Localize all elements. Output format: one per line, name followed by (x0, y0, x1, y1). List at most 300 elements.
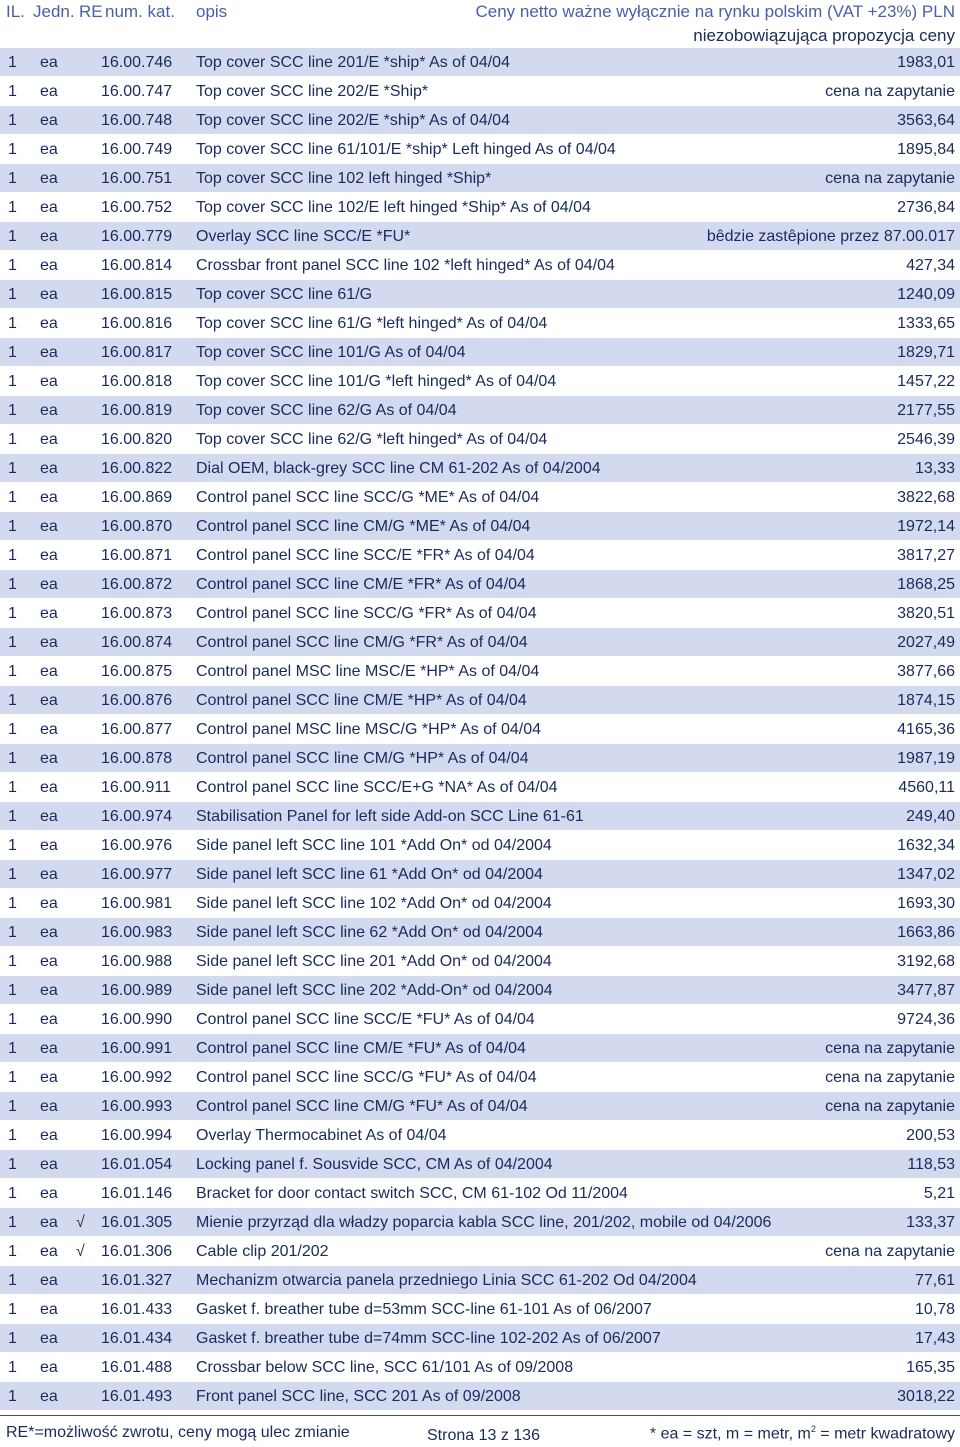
row-description: Gasket f. breather tube d=74mm SCC-line 102-202 As of 06/2007 (196, 1330, 661, 1347)
row-quantity: 1 (8, 170, 17, 187)
row-quantity: 1 (8, 199, 17, 216)
row-unit: ea (40, 808, 58, 825)
table-row (0, 338, 960, 367)
row-description: Mienie przyrząd dla władzy poparcia kabla SCC line, 201/202, mobile od 04/2006 (196, 1214, 772, 1231)
row-quantity: 1 (8, 663, 17, 680)
table-row (0, 193, 960, 222)
row-catalog-number: 16.00.990 (101, 1011, 173, 1028)
row-description: Top cover SCC line 201/E *ship* As of 04/04 (196, 54, 510, 71)
row-price: cena na zapytanie (825, 170, 955, 187)
row-quantity: 1 (8, 1011, 17, 1028)
row-catalog-number: 16.00.872 (101, 576, 173, 593)
row-description: Control panel SCC line SCC/G *FR* As of 04/04 (196, 605, 537, 622)
row-catalog-number: 16.01.327 (101, 1272, 173, 1289)
price-table (0, 48, 960, 1411)
table-row (0, 657, 960, 686)
row-description: Top cover SCC line 62/G As of 04/04 (196, 402, 457, 419)
row-description: Bracket for door contact switch SCC, CM 61-102 Od 11/2004 (196, 1185, 628, 1202)
header-re: RE (79, 2, 103, 21)
row-description: Top cover SCC line 101/G *left hinged* As of 04/04 (196, 373, 557, 390)
row-price: 165,35 (906, 1359, 955, 1376)
row-unit: ea (40, 83, 58, 100)
row-description: Side panel left SCC line 101 *Add On* od 04/2004 (196, 837, 552, 854)
table-row (0, 1179, 960, 1208)
row-quantity: 1 (8, 924, 17, 941)
row-price: 3822,68 (897, 489, 955, 506)
table-row (0, 77, 960, 106)
row-catalog-number: 16.01.488 (101, 1359, 173, 1376)
row-quantity: 1 (8, 257, 17, 274)
row-description: Control panel SCC line SCC/G *FU* As of 04/04 (196, 1069, 537, 1086)
row-unit: ea (40, 1011, 58, 1028)
row-description: Crossbar front panel SCC line 102 *left hinged* As of 04/04 (196, 257, 615, 274)
row-description: Side panel left SCC line 61 *Add On* od 04/2004 (196, 866, 543, 883)
row-quantity: 1 (8, 460, 17, 477)
page-number: Strona 13 z 136 (427, 1427, 540, 1444)
row-catalog-number: 16.00.814 (101, 257, 173, 274)
table-row (0, 1092, 960, 1121)
row-quantity: 1 (8, 141, 17, 158)
units-legend-superscript: 2 (810, 1424, 816, 1434)
header-description: opis (196, 2, 228, 21)
row-quantity: 1 (8, 315, 17, 332)
row-price: cena na zapytanie (825, 1069, 955, 1086)
row-quantity: 1 (8, 54, 17, 71)
row-description: Overlay SCC line SCC/E *FU* (196, 228, 411, 245)
row-price: 2027,49 (897, 634, 955, 651)
row-quantity: 1 (8, 1214, 17, 1231)
row-description: Side panel left SCC line 102 *Add On* od 04/2004 (196, 895, 552, 912)
row-description: Side panel left SCC line 202 *Add-On* od 04/2004 (196, 982, 553, 999)
table-row (0, 715, 960, 744)
footer-legend: RE*=możliwość zwrotu, ceny mogą ulec zmianie (6, 1424, 350, 1441)
row-description: Gasket f. breather tube d=53mm SCC-line 61-101 As of 06/2007 (196, 1301, 652, 1318)
row-quantity: 1 (8, 750, 17, 767)
row-unit: ea (40, 1185, 58, 1202)
row-unit: ea (40, 1127, 58, 1144)
row-quantity: 1 (8, 837, 17, 854)
row-catalog-number: 16.01.493 (101, 1388, 173, 1405)
row-unit: ea (40, 199, 58, 216)
table-row (0, 1034, 960, 1063)
row-catalog-number: 16.00.751 (101, 170, 173, 187)
footer-units-legend (650, 1424, 955, 1443)
row-quantity: 1 (8, 779, 17, 796)
row-catalog-number: 16.00.976 (101, 837, 173, 854)
row-description: Top cover SCC line 202/E *ship* As of 04/04 (196, 112, 510, 129)
table-row (0, 1295, 960, 1324)
row-unit: ea (40, 721, 58, 738)
table-row (0, 454, 960, 483)
row-price: 1987,19 (897, 750, 955, 767)
table-row (0, 396, 960, 425)
row-unit: ea (40, 1156, 58, 1173)
row-description: Top cover SCC line 61/G (196, 286, 373, 303)
row-price: 77,61 (914, 1272, 955, 1289)
table-row (0, 222, 960, 251)
row-unit: ea (40, 924, 58, 941)
row-description: Top cover SCC line 61/101/E *ship* Left hinged As of 04/04 (196, 141, 616, 158)
row-description: Top cover SCC line 102/E left hinged *Ship* As of 04/04 (196, 199, 591, 216)
row-price: 427,34 (906, 257, 955, 274)
row-catalog-number: 16.00.817 (101, 344, 173, 361)
row-unit: ea (40, 1069, 58, 1086)
row-description: Top cover SCC line 62/G *left hinged* As of 04/04 (196, 431, 548, 448)
row-price: 1663,86 (897, 924, 955, 941)
row-description: Overlay Thermocabinet As of 04/04 (196, 1127, 447, 1144)
row-quantity: 1 (8, 112, 17, 129)
table-row (0, 947, 960, 976)
row-unit: ea (40, 1330, 58, 1347)
row-price: 1829,71 (897, 344, 955, 361)
row-price: 3820,51 (897, 605, 955, 622)
row-description: Control panel SCC line CM/E *FU* As of 04/04 (196, 1040, 526, 1057)
table-row (0, 889, 960, 918)
row-price: bêdzie zastêpione przez 87.00.017 (706, 228, 955, 245)
header-price-subnote: niezobowiązująca propozycja ceny (693, 26, 955, 45)
table-row (0, 425, 960, 454)
row-catalog-number: 16.00.822 (101, 460, 173, 477)
row-catalog-number: 16.01.434 (101, 1330, 173, 1347)
table-row (0, 1063, 960, 1092)
row-description: Front panel SCC line, SCC 201 As of 09/2008 (196, 1388, 521, 1405)
row-unit: ea (40, 547, 58, 564)
table-row (0, 1237, 960, 1266)
row-catalog-number: 16.00.977 (101, 866, 173, 883)
row-price: 118,53 (907, 1156, 955, 1173)
row-price: 200,53 (906, 1127, 955, 1144)
row-quantity: 1 (8, 721, 17, 738)
row-quantity: 1 (8, 1272, 17, 1289)
row-unit: ea (40, 344, 58, 361)
row-price: 4165,36 (897, 721, 955, 738)
units-legend-text-end: = metr kwadratowy (815, 1425, 955, 1443)
row-quantity: 1 (8, 83, 17, 100)
table-row (0, 1121, 960, 1150)
table-row (0, 1005, 960, 1034)
row-price: 1333,65 (897, 315, 955, 332)
row-quantity: 1 (8, 982, 17, 999)
table-row (0, 164, 960, 193)
row-price: 1874,15 (897, 692, 955, 709)
row-price: cena na zapytanie (825, 1243, 955, 1260)
row-unit: ea (40, 1359, 58, 1376)
row-unit: ea (40, 750, 58, 767)
table-row (0, 251, 960, 280)
row-unit: ea (40, 373, 58, 390)
table-row (0, 512, 960, 541)
row-catalog-number: 16.00.819 (101, 402, 173, 419)
row-unit: ea (40, 1098, 58, 1115)
row-unit: ea (40, 489, 58, 506)
row-description: Dial OEM, black-grey SCC line CM 61-202 As of 04/2004 (196, 460, 601, 477)
table-row (0, 918, 960, 947)
row-quantity: 1 (8, 431, 17, 448)
row-price: 2177,55 (897, 402, 955, 419)
row-catalog-number: 16.00.748 (101, 112, 173, 129)
row-price: 3817,27 (897, 547, 955, 564)
row-unit: ea (40, 315, 58, 332)
row-description: Control panel SCC line CM/G *HP* As of 04/04 (196, 750, 529, 767)
row-catalog-number: 16.00.816 (101, 315, 173, 332)
row-description: Top cover SCC line 102 left hinged *Ship* (196, 170, 492, 187)
table-row (0, 1208, 960, 1237)
row-quantity: 1 (8, 1359, 17, 1376)
row-catalog-number: 16.00.871 (101, 547, 173, 564)
row-price: 2736,84 (897, 199, 955, 216)
row-unit: ea (40, 895, 58, 912)
row-description: Mechanizm otwarcia panela przedniego Linia SCC 61-202 Od 04/2004 (196, 1272, 697, 1289)
table-row (0, 280, 960, 309)
row-catalog-number: 16.00.989 (101, 982, 173, 999)
row-quantity: 1 (8, 402, 17, 419)
header-price-note: Ceny netto ważne wyłącznie na rynku polskim (VAT +23%) PLN (475, 2, 955, 21)
row-unit: ea (40, 170, 58, 187)
row-catalog-number: 16.00.991 (101, 1040, 173, 1057)
row-price: 5,21 (923, 1185, 955, 1202)
row-returnable-mark: √ (76, 1243, 85, 1260)
row-price: 133,37 (906, 1214, 955, 1231)
row-catalog-number: 16.01.305 (101, 1214, 173, 1231)
row-quantity: 1 (8, 518, 17, 535)
row-description: Control panel SCC line CM/E *FR* As of 04/04 (196, 576, 526, 593)
row-catalog-number: 16.01.054 (101, 1156, 173, 1173)
row-description: Crossbar below SCC line, SCC 61/101 As of 09/2008 (196, 1359, 574, 1376)
row-quantity: 1 (8, 1069, 17, 1086)
row-unit: ea (40, 54, 58, 71)
row-quantity: 1 (8, 1040, 17, 1057)
table-row (0, 744, 960, 773)
row-description: Control panel SCC line SCC/E *FR* As of 04/04 (196, 547, 535, 564)
row-description: Side panel left SCC line 62 *Add On* od 04/2004 (196, 924, 543, 941)
table-row (0, 1150, 960, 1179)
row-quantity: 1 (8, 1388, 17, 1405)
row-quantity: 1 (8, 953, 17, 970)
row-catalog-number: 16.00.870 (101, 518, 173, 535)
row-description: Control panel MSC line MSC/E *HP* As of 04/04 (196, 663, 540, 680)
row-quantity: 1 (8, 344, 17, 361)
table-row (0, 1324, 960, 1353)
table-row (0, 1382, 960, 1411)
table-row (0, 570, 960, 599)
row-quantity: 1 (8, 576, 17, 593)
row-price: 1895,84 (897, 141, 955, 158)
row-catalog-number: 16.01.306 (101, 1243, 173, 1260)
header-il: IL. (6, 2, 25, 21)
table-header (0, 0, 960, 48)
row-unit: ea (40, 605, 58, 622)
row-unit: ea (40, 692, 58, 709)
table-row (0, 860, 960, 889)
table-row (0, 831, 960, 860)
table-row (0, 599, 960, 628)
row-catalog-number: 16.00.974 (101, 808, 173, 825)
row-price: 13,33 (914, 460, 955, 477)
row-catalog-number: 16.00.779 (101, 228, 173, 245)
header-catalog-number: num. kat. (105, 2, 175, 21)
row-unit: ea (40, 837, 58, 854)
table-row (0, 773, 960, 802)
row-catalog-number: 16.00.878 (101, 750, 173, 767)
table-row (0, 1266, 960, 1295)
row-description: Cable clip 201/202 (196, 1243, 329, 1260)
row-quantity: 1 (8, 489, 17, 506)
row-price: 3018,22 (897, 1388, 955, 1405)
row-unit: ea (40, 1214, 58, 1231)
row-quantity: 1 (8, 692, 17, 709)
row-catalog-number: 16.00.749 (101, 141, 173, 158)
row-catalog-number: 16.00.988 (101, 953, 173, 970)
row-unit: ea (40, 1301, 58, 1318)
row-description: Control panel SCC line CM/E *HP* As of 04/04 (196, 692, 527, 709)
row-unit: ea (40, 866, 58, 883)
row-price: 3877,66 (897, 663, 955, 680)
row-catalog-number: 16.00.873 (101, 605, 173, 622)
row-price: 17,43 (914, 1330, 955, 1347)
row-quantity: 1 (8, 634, 17, 651)
row-description: Control panel SCC line CM/G *ME* As of 04/04 (196, 518, 531, 535)
row-description: Locking panel f. Sousvide SCC, CM As of 04/2004 (196, 1156, 553, 1173)
row-unit: ea (40, 982, 58, 999)
row-price: 2546,39 (897, 431, 955, 448)
row-price: 1457,22 (897, 373, 955, 390)
row-price: 4560,11 (898, 779, 955, 796)
table-row (0, 483, 960, 512)
row-description: Control panel SCC line SCC/G *ME* As of 04/04 (196, 489, 540, 506)
row-catalog-number: 16.00.875 (101, 663, 173, 680)
row-price: 10,78 (914, 1301, 955, 1318)
row-catalog-number: 16.00.815 (101, 286, 173, 303)
row-quantity: 1 (8, 1301, 17, 1318)
row-price: 3477,87 (897, 982, 955, 999)
row-catalog-number: 16.00.983 (101, 924, 173, 941)
row-unit: ea (40, 779, 58, 796)
table-row (0, 135, 960, 164)
row-quantity: 1 (8, 1185, 17, 1202)
row-catalog-number: 16.00.876 (101, 692, 173, 709)
row-catalog-number: 16.00.877 (101, 721, 173, 738)
row-unit: ea (40, 663, 58, 680)
table-row (0, 106, 960, 135)
row-catalog-number: 16.00.993 (101, 1098, 173, 1115)
row-unit: ea (40, 1272, 58, 1289)
row-description: Top cover SCC line 61/G *left hinged* As of 04/04 (196, 315, 548, 332)
row-unit: ea (40, 518, 58, 535)
row-quantity: 1 (8, 1127, 17, 1144)
row-price: cena na zapytanie (825, 1098, 955, 1115)
row-price: 1240,09 (897, 286, 955, 303)
row-unit: ea (40, 576, 58, 593)
row-price: 3563,64 (897, 112, 955, 129)
row-unit: ea (40, 286, 58, 303)
footer-divider (0, 1415, 960, 1416)
row-unit: ea (40, 257, 58, 274)
row-quantity: 1 (8, 547, 17, 564)
row-unit: ea (40, 112, 58, 129)
row-description: Top cover SCC line 101/G As of 04/04 (196, 344, 466, 361)
row-unit: ea (40, 402, 58, 419)
row-unit: ea (40, 431, 58, 448)
row-returnable-mark: √ (76, 1214, 85, 1231)
row-unit: ea (40, 1388, 58, 1405)
row-catalog-number: 16.01.433 (101, 1301, 173, 1318)
row-quantity: 1 (8, 1156, 17, 1173)
row-catalog-number: 16.01.146 (101, 1185, 173, 1202)
row-price: 1693,30 (897, 895, 955, 912)
table-row (0, 48, 960, 77)
row-catalog-number: 16.00.992 (101, 1069, 173, 1086)
row-catalog-number: 16.00.820 (101, 431, 173, 448)
row-quantity: 1 (8, 1330, 17, 1347)
row-unit: ea (40, 634, 58, 651)
row-price: 1983,01 (897, 54, 955, 71)
row-catalog-number: 16.00.818 (101, 373, 173, 390)
row-catalog-number: 16.00.994 (101, 1127, 173, 1144)
row-price: 9724,36 (897, 1011, 955, 1028)
row-description: Control panel SCC line SCC/E+G *NA* As of 04/04 (196, 779, 558, 796)
row-description: Control panel SCC line CM/G *FR* As of 04/04 (196, 634, 528, 651)
row-description: Control panel SCC line SCC/E *FU* As of 04/04 (196, 1011, 535, 1028)
table-row (0, 802, 960, 831)
row-unit: ea (40, 141, 58, 158)
row-quantity: 1 (8, 808, 17, 825)
row-price: cena na zapytanie (825, 1040, 955, 1057)
row-quantity: 1 (8, 373, 17, 390)
row-description: Control panel MSC line MSC/G *HP* As of 04/04 (196, 721, 542, 738)
table-row (0, 1353, 960, 1382)
row-catalog-number: 16.00.981 (101, 895, 173, 912)
row-quantity: 1 (8, 895, 17, 912)
row-quantity: 1 (8, 286, 17, 303)
row-catalog-number: 16.00.747 (101, 83, 173, 100)
row-quantity: 1 (8, 228, 17, 245)
row-price: 1868,25 (897, 576, 955, 593)
row-quantity: 1 (8, 1098, 17, 1115)
units-legend-text: * ea = szt, m = metr, m (649, 1425, 811, 1443)
row-catalog-number: 16.00.874 (101, 634, 173, 651)
row-description: Stabilisation Panel for left side Add-on SCC Line 61-61 (196, 808, 584, 825)
table-row (0, 309, 960, 338)
table-row (0, 976, 960, 1005)
row-quantity: 1 (8, 1243, 17, 1260)
row-price: 1347,02 (897, 866, 955, 883)
row-catalog-number: 16.00.752 (101, 199, 173, 216)
row-description: Top cover SCC line 202/E *Ship* (196, 83, 429, 100)
row-description: Control panel SCC line CM/G *FU* As of 04/04 (196, 1098, 528, 1115)
row-price: 249,40 (906, 808, 955, 825)
header-unit: Jedn. (33, 2, 75, 21)
row-description: Side panel left SCC line 201 *Add On* od 04/2004 (196, 953, 552, 970)
row-price: 1632,34 (897, 837, 955, 854)
row-catalog-number: 16.00.746 (101, 54, 173, 71)
table-row (0, 367, 960, 396)
page-footer (0, 1420, 960, 1447)
row-price: 3192,68 (897, 953, 955, 970)
table-row (0, 541, 960, 570)
row-unit: ea (40, 460, 58, 477)
table-row (0, 628, 960, 657)
row-price: 1972,14 (897, 518, 955, 535)
row-quantity: 1 (8, 605, 17, 622)
row-catalog-number: 16.00.869 (101, 489, 173, 506)
table-row (0, 686, 960, 715)
row-unit: ea (40, 228, 58, 245)
row-unit: ea (40, 1243, 58, 1260)
row-price: cena na zapytanie (825, 83, 955, 100)
row-catalog-number: 16.00.911 (101, 779, 171, 796)
row-quantity: 1 (8, 866, 17, 883)
row-unit: ea (40, 1040, 58, 1057)
